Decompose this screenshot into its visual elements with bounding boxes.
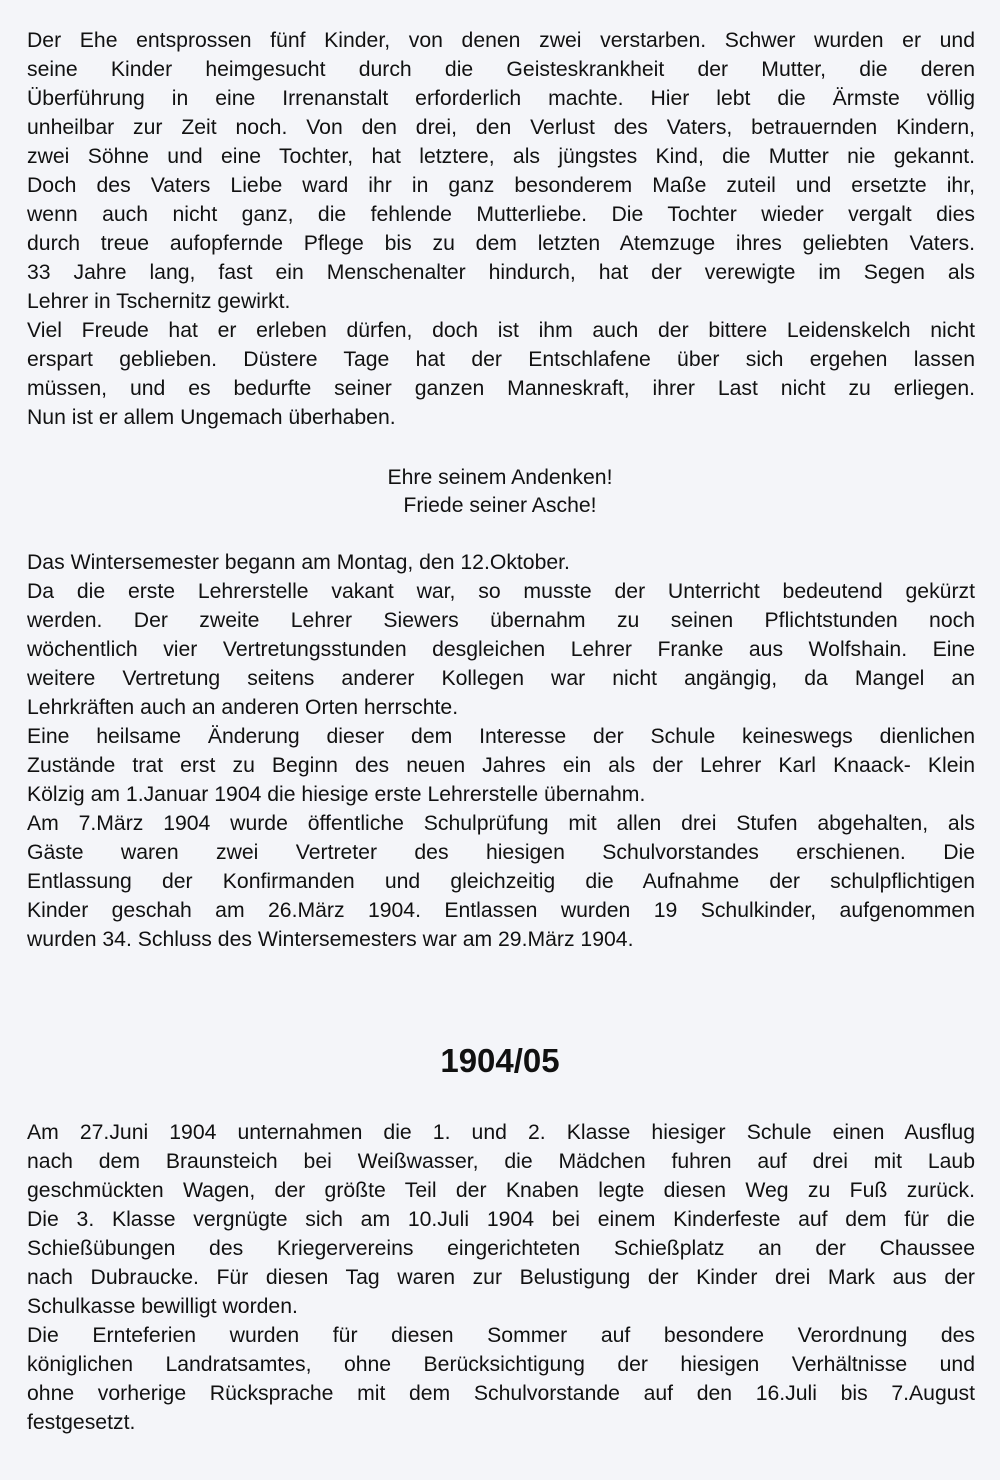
text-line: Schulkasse bewilligt worden. <box>27 1295 298 1318</box>
text-line: Nun ist er allem Ungemach überhaben. <box>27 406 396 429</box>
text-line: Zustände trat erst zu Beginn des neuen Jahres ein als der Lehrer Karl Knaack- Klein <box>27 754 975 777</box>
epitaph-line-2: Friede seiner Asche! <box>403 494 597 517</box>
text-line: werden. Der zweite Lehrer Siewers übernahm zu seinen Pflichtstunden noch <box>27 609 975 632</box>
text-line: Da die erste Lehrerstelle vakant war, so musste der Unterricht bedeutend gekürzt <box>27 580 975 603</box>
text-line: Am 27.Juni 1904 unternahmen die 1. und 2. Klasse hiesiger Schule einen Ausflug <box>27 1121 975 1144</box>
text-line: zwei Söhne und eine Tochter, hat letztere, als jüngstes Kind, die Mutter nie gekannt. <box>27 145 975 168</box>
paragraph-block-winter-semester <box>27 548 975 954</box>
text-line: seine Kinder heimgesucht durch die Geisteskrankheit der Mutter, die deren <box>27 58 975 81</box>
text-line: Am 7.März 1904 wurde öffentliche Schulprüfung mit allen drei Stufen abgehalten, als <box>27 812 975 835</box>
paragraph-block-obituary <box>27 26 975 432</box>
text-line: Das Wintersemester begann am Montag, den 12.Oktober. <box>27 551 570 574</box>
text-line: geschmückten Wagen, der größte Teil der Knaben legte diesen Weg zu Fuß zurück. <box>27 1179 975 1202</box>
text-line: Gäste waren zwei Vertreter des hiesigen Schulvorstandes erschienen. Die <box>27 841 975 864</box>
text-line: wurden 34. Schluss des Wintersemesters war am 29.März 1904. <box>27 928 634 951</box>
text-line: nach dem Braunsteich bei Weißwasser, die Mädchen fuhren auf drei mit Laub <box>27 1150 975 1173</box>
text-line: Der Ehe entsprossen fünf Kinder, von denen zwei verstarben. Schwer wurden er und <box>27 29 975 52</box>
text-line: Die Ernteferien wurden für diesen Sommer auf besondere Verordnung des <box>27 1324 975 1347</box>
text-line: unheilbar zur Zeit noch. Von den drei, den Verlust des Vaters, betrauernden Kindern, <box>27 116 975 139</box>
year-heading: 1904/05 <box>440 1042 560 1079</box>
text-line: königlichen Landratsamtes, ohne Berücksichtigung der hiesigen Verhältnisse und <box>27 1353 975 1376</box>
text-line: festgesetzt. <box>27 1411 136 1434</box>
text-line: müssen, und es bedurfte seiner ganzen Manneskraft, ihrer Last nicht zu erliegen. <box>27 377 975 400</box>
text-line: Doch des Vaters Liebe ward ihr in ganz besonderem Maße zuteil und ersetzte ihr, <box>27 174 975 197</box>
text-line: 33 Jahre lang, fast ein Menschenalter hindurch, hat der verewigte im Segen als <box>27 261 975 284</box>
text-line: Kölzig am 1.Januar 1904 die hiesige erste Lehrerstelle übernahm. <box>27 783 646 806</box>
text-line: Lehrer in Tschernitz gewirkt. <box>27 290 291 313</box>
text-line: Lehrkräften auch an anderen Orten herrschte. <box>27 696 459 719</box>
paragraph-block-1904-05 <box>27 1118 975 1437</box>
text-line: Eine heilsame Änderung dieser dem Interesse der Schule keineswegs dienlichen <box>27 725 975 748</box>
text-line: Überführung in eine Irrenanstalt erforderlich machte. Hier lebt die Ärmste völlig <box>27 87 975 110</box>
text-line: wenn auch nicht ganz, die fehlende Mutterliebe. Die Tochter wieder vergalt dies <box>27 203 975 226</box>
text-line: Entlassung der Konfirmanden und gleichzeitig die Aufnahme der schulpflichtigen <box>27 870 975 893</box>
text-line: Schießübungen des Kriegervereins eingerichteten Schießplatz an der Chaussee <box>27 1237 975 1260</box>
text-line: durch treue aufopfernde Pflege bis zu dem letzten Atemzuge ihres geliebten Vaters. <box>27 232 975 255</box>
text-line: erspart geblieben. Düstere Tage hat der Entschlafene über sich ergehen lassen <box>27 348 975 371</box>
text-line: Kinder geschah am 26.März 1904. Entlassen wurden 19 Schulkinder, aufgenommen <box>27 899 975 922</box>
text-line: ohne vorherige Rücksprache mit dem Schulvorstande auf den 16.Juli bis 7.August <box>27 1382 975 1405</box>
text-line: nach Dubraucke. Für diesen Tag waren zur Belustigung der Kinder drei Mark aus der <box>27 1266 975 1289</box>
text-line: weitere Vertretung seitens anderer Kollegen war nicht angängig, da Mangel an <box>27 667 975 690</box>
text-line: Viel Freude hat er erleben dürfen, doch ist ihm auch der bittere Leidenskelch nicht <box>27 319 975 342</box>
text-line: wöchentlich vier Vertretungsstunden desgleichen Lehrer Franke aus Wolfshain. Eine <box>27 638 975 661</box>
text-line: Die 3. Klasse vergnügte sich am 10.Juli 1904 bei einem Kinderfeste auf dem für die <box>27 1208 975 1231</box>
epitaph-line-1: Ehre seinem Andenken! <box>387 466 613 489</box>
